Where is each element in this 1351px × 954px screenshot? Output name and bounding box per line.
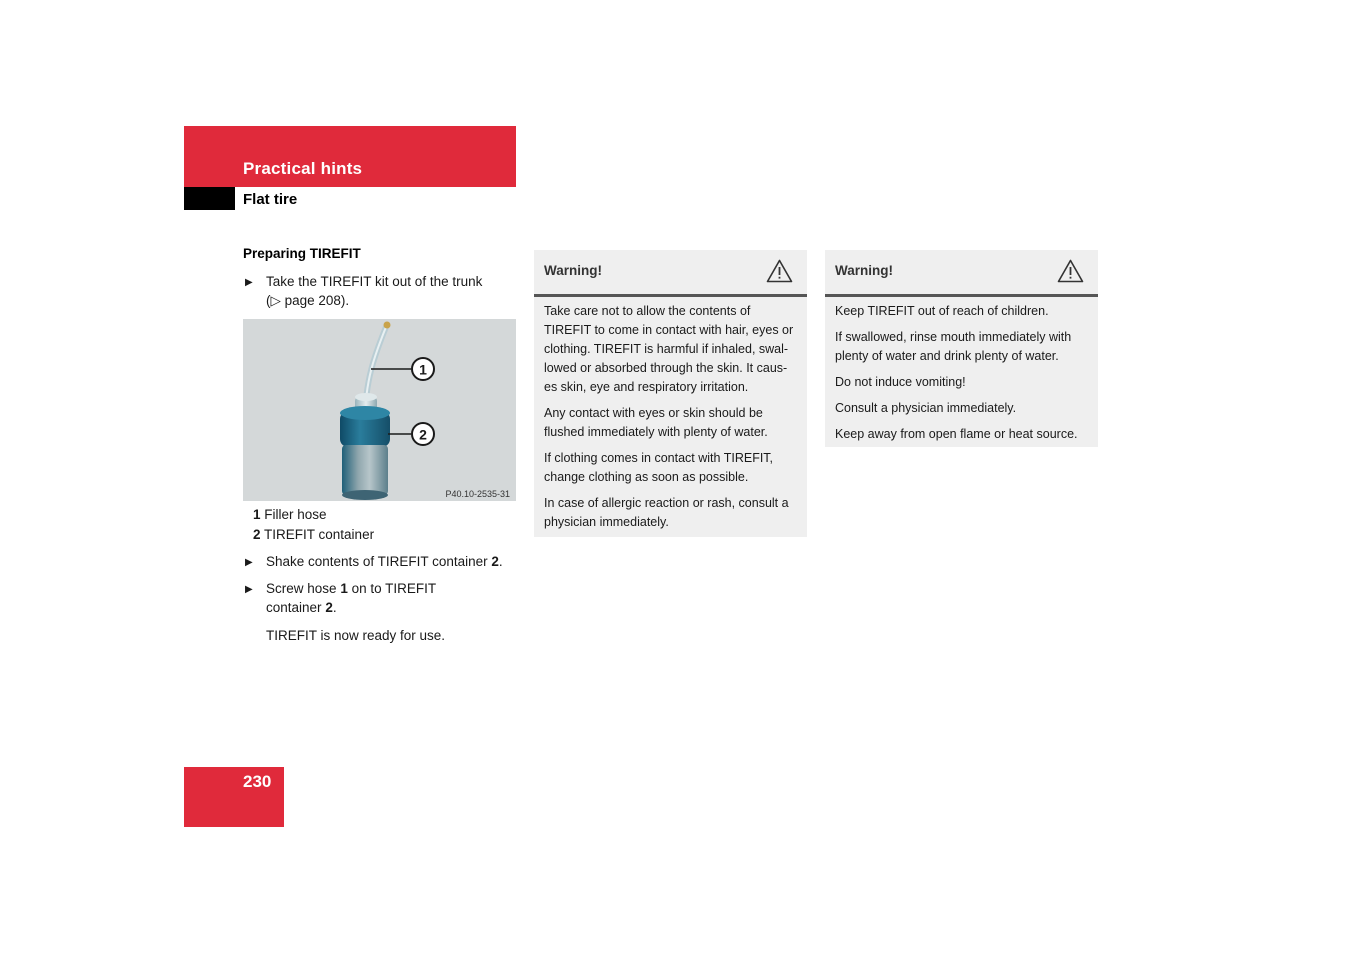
bullet-icon: ▶ xyxy=(245,557,253,568)
warning-box-2 xyxy=(825,250,1098,447)
warning-2-header xyxy=(825,250,1098,297)
subsection-title: Flat tire xyxy=(243,191,298,208)
procedure-heading: Preparing TIREFIT xyxy=(243,246,361,261)
warning1-paragraph xyxy=(544,404,799,442)
step-2-ref: 2 xyxy=(491,554,499,569)
warning-2-body xyxy=(835,302,1090,451)
step-3-ref-2: 2 xyxy=(325,600,333,615)
page-number: 230 xyxy=(243,772,272,791)
bullet-icon: ▶ xyxy=(245,584,253,595)
step-3-ref-1: 1 xyxy=(340,581,348,596)
step-3-text-c: container xyxy=(266,600,322,615)
step-3-text-a: Screw hose xyxy=(266,581,337,596)
warning2-text-line: Consult a physician immediately. xyxy=(835,401,1017,415)
step-3 xyxy=(266,579,436,617)
warning2-text-line: Do not induce vomiting! xyxy=(835,375,966,389)
warning1-text-line: Take care not to allow the contents of xyxy=(544,304,751,318)
step-2-text: Shake contents of TIREFIT container xyxy=(266,554,488,569)
warning1-text-line: flushed immediately with plenty of water. xyxy=(544,425,768,439)
warning-triangle-icon xyxy=(1057,259,1084,283)
legend-item-2 xyxy=(253,525,374,544)
result-text: TIREFIT is now ready for use. xyxy=(266,628,446,643)
step-1-line-2: (▷ page 208). xyxy=(266,293,350,308)
step-3-line-1 xyxy=(266,579,436,598)
warning1-text-line: change clothing as soon as possible. xyxy=(544,470,749,484)
step-1-line-1: Take the TIREFIT kit out of the trunk xyxy=(266,274,483,289)
warning-1-title: Warning! xyxy=(544,263,602,278)
warning1-text-line: In case of allergic reaction or rash, consult a xyxy=(544,496,789,510)
warning2-paragraph xyxy=(835,373,1090,392)
step-1 xyxy=(266,272,482,310)
step-3-text-b: on to TIREFIT xyxy=(351,581,437,596)
warning1-text-line: Any contact with eyes or skin should be xyxy=(544,406,763,420)
warning1-paragraph xyxy=(544,449,799,487)
warning2-paragraph xyxy=(835,328,1090,366)
warning1-paragraph xyxy=(544,494,799,532)
warning1-paragraph xyxy=(544,302,799,397)
legend-1-number: 1 xyxy=(253,507,261,522)
warning1-text-line: lowed or absorbed through the skin. It caus- xyxy=(544,361,788,375)
warning1-text-line: physician immediately. xyxy=(544,515,669,529)
warning-1-header xyxy=(534,250,807,297)
warning-2-title: Warning! xyxy=(835,263,893,278)
warning2-paragraph xyxy=(835,302,1090,321)
step-3-line-2 xyxy=(266,598,436,617)
tirefit-illustration xyxy=(243,319,516,501)
warning2-text-line: If swallowed, rinse mouth immediately with xyxy=(835,330,1072,344)
warning-box-1 xyxy=(534,250,807,537)
legend-2-text: TIREFIT container xyxy=(264,527,375,542)
section-title: Practical hints xyxy=(243,159,363,178)
step-2 xyxy=(266,552,503,571)
warning1-text-line: If clothing comes in contact with TIREFIT, xyxy=(544,451,774,465)
warning2-paragraph xyxy=(835,399,1090,418)
warning2-text-line: Keep TIREFIT out of reach of children. xyxy=(835,304,1049,318)
warning2-text-line: plenty of water and drink plenty of water. xyxy=(835,349,1059,363)
step-3-end: . xyxy=(332,600,337,615)
legend-item-1 xyxy=(253,505,327,524)
tirefit-figure xyxy=(243,319,516,501)
bullet-icon: ▶ xyxy=(245,277,253,288)
callout-2-label: 2 xyxy=(419,426,427,443)
warning1-text-line: es skin, eye and respiratory irritation. xyxy=(544,380,749,394)
warning2-paragraph xyxy=(835,425,1090,444)
warning-1-body xyxy=(544,302,799,539)
legend-1-text: Filler hose xyxy=(264,507,327,522)
header-marker xyxy=(184,187,235,210)
callout-1-label: 1 xyxy=(419,361,427,378)
figure-code: P40.10-2535-31 xyxy=(445,489,510,499)
step-2-end: . xyxy=(498,554,503,569)
warning1-text-line: TIREFIT to come in contact with hair, eyes or xyxy=(544,323,794,337)
warning2-text-line: Keep away from open flame or heat source. xyxy=(835,427,1078,441)
legend-2-number: 2 xyxy=(253,527,261,542)
warning1-text-line: clothing. TIREFIT is harmful if inhaled, swal- xyxy=(544,342,789,356)
warning-triangle-icon xyxy=(766,259,793,283)
